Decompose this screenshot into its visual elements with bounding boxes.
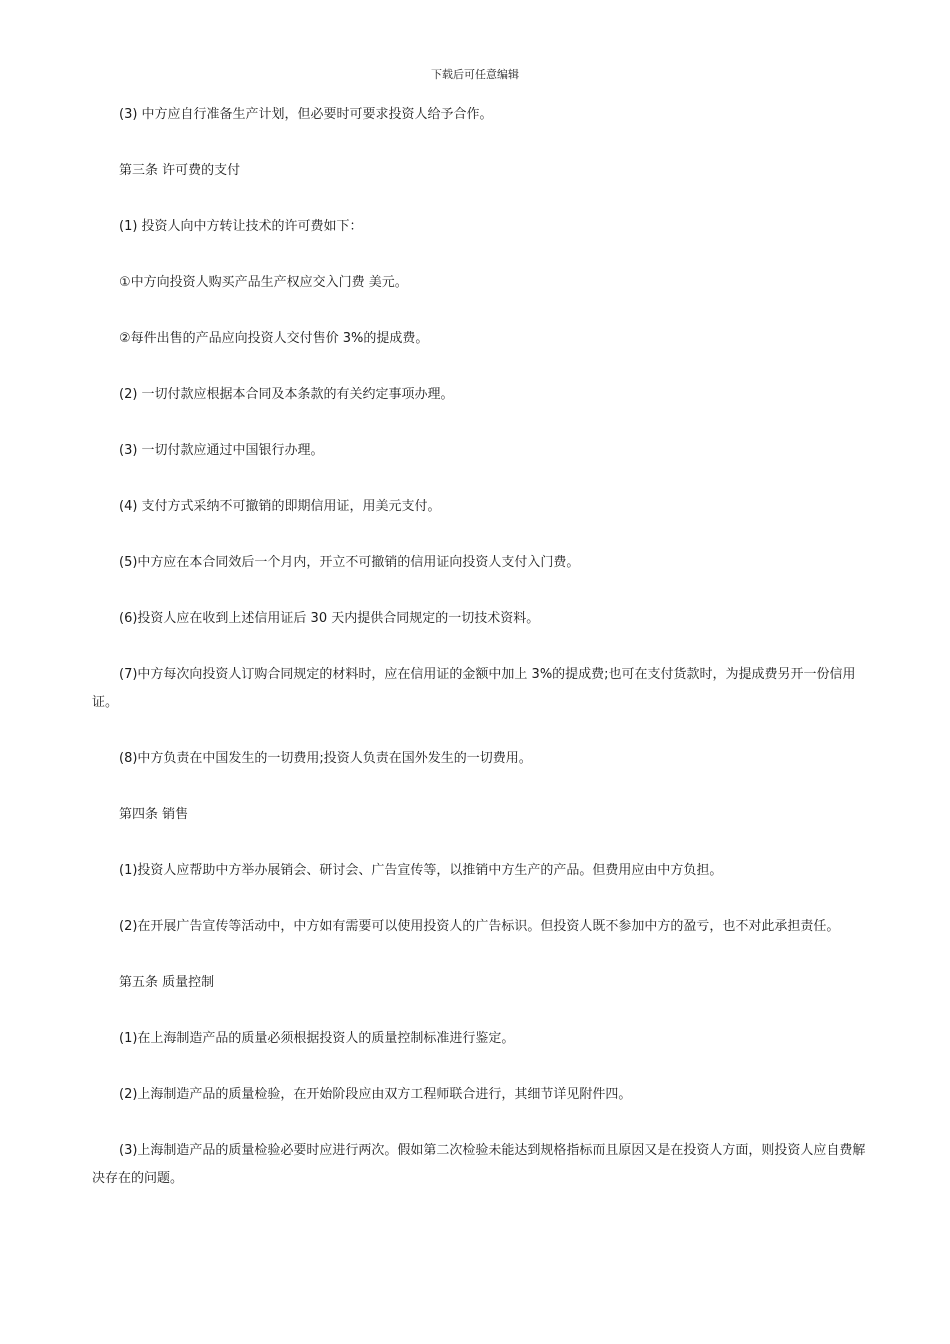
article-4-heading: 第四条 销售 (119, 807, 189, 822)
article-3-heading: 第三条 许可费的支付 (119, 163, 241, 178)
page-header: 下载后可任意编辑 (431, 68, 519, 81)
article-4-item-2: (2)在开展广告宣传等活动中，中方如有需要可以使用投资人的广告标识。但投资人既不参加中方的盈亏，也不对此承担责任。 (119, 919, 840, 934)
clause-3-3: (3) 中方应自行准备生产计划，但必要时可要求投资人给予合作。 (119, 107, 493, 122)
article-5-item-1: (1)在上海制造产品的质量必须根据投资人的质量控制标准进行鉴定。 (119, 1031, 515, 1046)
article-3-item-1a: ①中方向投资人购买产品生产权应交入门费 美元。 (119, 275, 408, 290)
article-3-item-8: (8)中方负责在中国发生的一切费用;投资人负责在国外发生的一切费用。 (119, 751, 532, 766)
article-3-item-7: (7)中方每次向投资人订购合同规定的材料时，应在信用证的金额中加上 3%的提成费;也可在支付货款时，为提成费另开一份信用证。 (92, 667, 856, 710)
document-body (92, 101, 867, 1221)
article-5-item-3: (3)上海制造产品的质量检验必要时应进行两次。假如第二次检验未能达到规格指标而且原因又是在投资人方面，则投资人应自费解决存在的问题。 (92, 1143, 866, 1186)
article-3-item-4: (4) 支付方式采纳不可撤销的即期信用证，用美元支付。 (119, 499, 441, 514)
article-5-item-2: (2)上海制造产品的质量检验，在开始阶段应由双方工程师联合进行，其细节详见附件四。 (119, 1087, 632, 1102)
article-3-item-1b: ②每件出售的产品应向投资人交付售价 3%的提成费。 (119, 331, 429, 346)
article-3-item-3: (3) 一切付款应通过中国银行办理。 (119, 443, 324, 458)
article-3-item-5: (5)中方应在本合同效后一个月内，开立不可撤销的信用证向投资人支付入门费。 (119, 555, 580, 570)
article-3-item-6: (6)投资人应在收到上述信用证后 30 天内提供合同规定的一切技术资料。 (119, 611, 540, 626)
article-3-item-2: (2) 一切付款应根据本合同及本条款的有关约定事项办理。 (119, 387, 454, 402)
article-4-item-1: (1)投资人应帮助中方举办展销会、研讨会、广告宣传等，以推销中方生产的产品。但费用应由中方负担。 (119, 863, 723, 878)
article-3-item-1: (1) 投资人向中方转让技术的许可费如下： (119, 219, 363, 234)
article-5-heading: 第五条 质量控制 (119, 975, 215, 990)
